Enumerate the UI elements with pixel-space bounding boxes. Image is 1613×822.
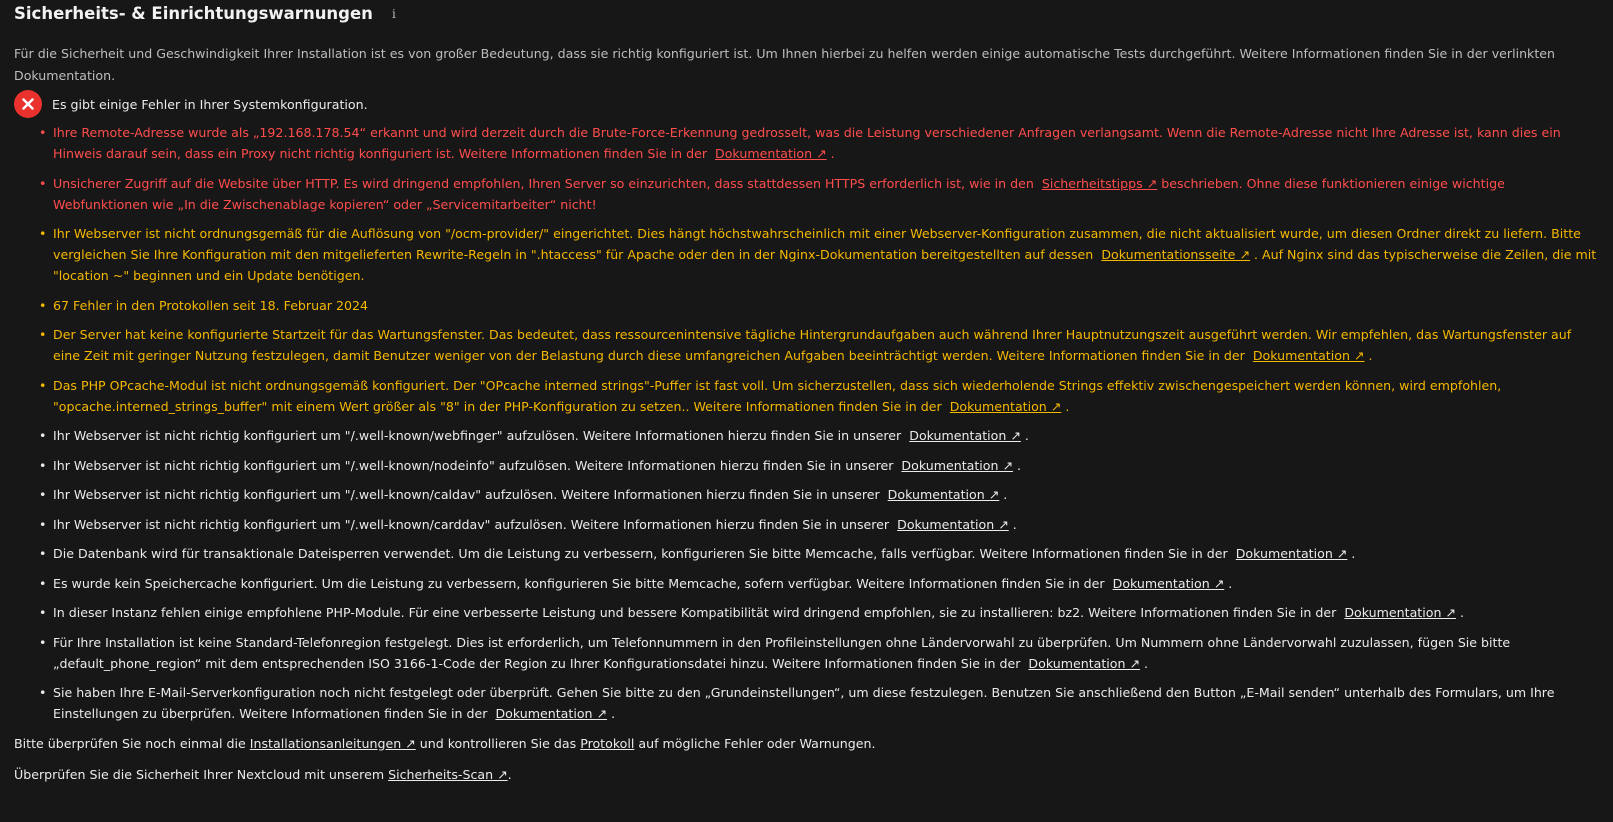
documentation-link[interactable]: Dokumentation ↗: [901, 457, 1014, 473]
warning-item-info: [14, 484, 1599, 505]
warning-text: Der Server hat keine konfigurierte Startzeit für das Wartungsfenster. Das bedeutet, dass ressourcenintensive tägliche Hintergrundaufgaben auch während Ihrer Hauptnutzungszeit ausgeführt werden. Wir empfehlen, das Wartungsfenster auf eine Zeit mit geringer Nutzung festzulegen, damit Benutzer weniger von der Belastung durch diese umfangreichen Aufgaben beeinträchtigt werden. Weitere Informationen finden Sie in der: [53, 327, 1572, 363]
installation-guides-link[interactable]: Installationsanleitungen ↗: [249, 735, 416, 751]
info-icon[interactable]: i: [392, 7, 396, 21]
documentation-link[interactable]: Dokumentation ↗: [887, 487, 1000, 502]
warning-item-info: [14, 514, 1599, 535]
warning-text: Das PHP OPcache-Modul ist nicht ordnungsgemäß konfiguriert. Der "OPcache interned strings"-Puffer ist fast voll. Um sicherzustellen, dass sich wiederholende Strings effektiv zwischengespeichert werden können, wird empfohlen, "opcache.interned_strings_buffer" mit einem Wert größer als "8" in der PHP-Konfiguration zu setzen.. Weitere Informationen finden Sie in der: [53, 377, 1502, 414]
warning-text-after: .: [1013, 457, 1022, 473]
warning-text: Ihre Remote-Adresse wurde als „192.168.178.54“ erkannt und wird derzeit durch die Brute-Force-Erkennung gedrosselt, was die Leistung verschiedener Anfragen verlangsamt. Wenn die Remote-Adresse nicht Ihre Adresse ist, kann dies ein Hinweis darauf sein, dass ein Proxy nicht richtig konfiguriert ist. Weitere Informationen finden Sie in der: [53, 125, 1561, 161]
warning-text-after: .: [999, 487, 1008, 502]
warning-item-error: [14, 173, 1599, 215]
footer-text: Überprüfen Sie die Sicherheit Ihrer Nextcloud mit unserem: [14, 766, 389, 782]
warning-text: Unsicherer Zugriff auf die Website über HTTP. Es wird dringend empfohlen, Ihren Server so einzurichten, dass stattdessen HTTPS erforderlich ist, wie in den: [53, 175, 1034, 191]
footer-text: und kontrollieren Sie das: [415, 735, 581, 751]
warning-item-info: [14, 602, 1599, 623]
log-link[interactable]: Protokoll: [580, 735, 635, 751]
warning-text: Ihr Webserver ist nicht richtig konfiguriert um "/.well-known/carddav" aufzulösen. Weitere Informationen hierzu finden Sie in unserer: [53, 516, 890, 532]
footer-text: Bitte überprüfen Sie noch einmal die: [14, 735, 250, 751]
documentation-link[interactable]: Dokumentation ↗: [949, 398, 1062, 414]
documentation-link[interactable]: Dokumentation ↗: [715, 146, 827, 161]
warning-text: In dieser Instanz fehlen einige empfohlene PHP-Module. Für eine verbesserte Leistung und bessere Kompatibilität wird dringend empfohlen, sie zu installieren: bz2. Weitere Informationen finden Sie in der: [53, 605, 1337, 620]
warning-item-info: [14, 682, 1599, 724]
warning-text-after: .: [607, 706, 616, 721]
documentation-link[interactable]: Dokumentation ↗: [909, 428, 1021, 443]
warning-item-info: [14, 573, 1599, 594]
warnings-list: [14, 122, 1599, 724]
warning-text-after: .: [826, 146, 835, 161]
warning-item-warning: [14, 324, 1599, 366]
warning-text-after: .: [1061, 398, 1070, 414]
warning-item-warning: [14, 375, 1599, 417]
security-scan-link[interactable]: Sicherheits-Scan ↗: [388, 766, 508, 782]
warning-item-info: [14, 455, 1599, 476]
warning-text-after: .: [1364, 348, 1373, 363]
warning-text: Für Ihre Installation ist keine Standard-Telefonregion festgelegt. Dies ist erforderlich, um Telefonnummern in den Profileinstellungen ohne Ländervorwahl zu überprüfen. Um Nummern ohne Ländervorwahl zuzulassen, fügen Sie bitte „default_phone_region“ mit dem entsprechenden ISO 3166-1-Code der Region zu Ihrer Konfigurationsdatei hinzu. Weitere Informationen finden Sie in der: [53, 634, 1511, 671]
warning-text: 67 Fehler in den Protokollen seit 18. Februar 2024: [53, 297, 369, 313]
documentation-link[interactable]: Dokumentation ↗: [495, 706, 608, 721]
warning-text-after: .: [1347, 546, 1356, 561]
documentation-link[interactable]: Dokumentation ↗: [1252, 348, 1365, 363]
status-text: Es gibt einige Fehler in Ihrer Systemkonfiguration.: [52, 96, 368, 112]
warning-item-warning: [14, 223, 1599, 286]
documentation-link[interactable]: Dokumentation ↗: [1028, 655, 1141, 671]
warning-text-after: .: [1455, 605, 1464, 620]
page-title: Sicherheits- & Einrichtungswarnungen: [14, 4, 373, 23]
warning-item-info: [14, 425, 1599, 446]
warning-item-error: [14, 122, 1599, 164]
warning-text: Ihr Webserver ist nicht richtig konfiguriert um "/.well-known/webfinger" aufzulösen. Weitere Informationen hierzu finden Sie in unserer: [53, 428, 902, 443]
warning-text: Ihr Webserver ist nicht ordnungsgemäß für die Auflösung von "/ocm-provider/" eingerichtet. Dies hängt höchstwahrscheinlich mit einer Webserver-Konfiguration zusammen, die nicht aktualisiert wurde, um diesen Ordner direkt zu liefern. Bitte vergleichen Sie Ihre Konfiguration mit den mitgelieferten Rewrite-Regeln in ".htaccess" für Apache oder den in der Nginx-Dokumentation bereitgestellten auf dessen: [53, 226, 1581, 262]
warning-item-info: [14, 632, 1599, 674]
warning-text: Die Datenbank wird für transaktionale Dateisperren verwendet. Um die Leistung zu verbessern, konfigurieren Sie bitte Memcache, falls verfügbar. Weitere Informationen finden Sie in der: [53, 546, 1228, 561]
documentation-link[interactable]: Sicherheitstipps ↗: [1041, 175, 1158, 191]
footer-text: auf mögliche Fehler oder Warnungen.: [634, 735, 876, 751]
status-row: [14, 90, 1599, 118]
warning-text-after: . Auf Nginx sind das typischerweise die Zeilen, die mit "location ~" beginnen und ein Update benötigen.: [53, 247, 1597, 283]
error-x-icon: [14, 90, 42, 118]
warning-item-info: [14, 543, 1599, 564]
warning-text: Es wurde kein Speichercache konfiguriert. Um die Leistung zu verbessern, konfigurieren Sie bitte Memcache, sofern verfügbar. Weitere Informationen finden Sie in der: [53, 575, 1105, 591]
warning-text: Ihr Webserver ist nicht richtig konfiguriert um "/.well-known/nodeinfo" aufzulösen. Weitere Informationen hierzu finden Sie in unserer: [53, 457, 894, 473]
documentation-link[interactable]: Dokumentation ↗: [1344, 605, 1456, 620]
warning-text: Sie haben Ihre E-Mail-Serverkonfiguration noch nicht festgelegt oder überprüft. Gehen Sie bitte zu den „Grundeinstellungen“, um diese festzulegen. Benutzen Sie anschließend den Button „E-Mail senden“ unterhalb des Formulars, um Ihre Einstellungen zu überprüfen. Weitere Informationen finden Sie in der: [53, 685, 1555, 721]
footer-security-scan-hint: [14, 764, 1599, 785]
warning-item-warning: [14, 295, 1599, 316]
warning-text-after: beschrieben. Ohne diese funktionieren einige wichtige Webfunktionen wie „In die Zwischenablage kopieren“ oder „Servicemitarbeiter“ nicht!: [53, 175, 1505, 212]
warning-text-after: .: [1140, 655, 1149, 671]
section-header: [14, 0, 1599, 28]
intro-text: Für die Sicherheit und Geschwindigkeit Ihrer Installation ist es von großer Bedeutung, dass sie richtig konfiguriert ist. Um Ihnen hierbei zu helfen werden einige automatische Tests durchgeführt. Weitere Informationen finden Sie in der verlinkten Dokumentation.: [14, 46, 1556, 83]
warning-text-after: .: [1008, 516, 1017, 532]
warning-text: Ihr Webserver ist nicht richtig konfiguriert um "/.well-known/caldav" aufzulösen. Weitere Informationen hierzu finden Sie in unserer: [53, 487, 880, 502]
documentation-link[interactable]: Dokumentation ↗: [1235, 546, 1348, 561]
documentation-link[interactable]: Dokumentation ↗: [897, 516, 1009, 532]
footer-installation-hint: [14, 733, 1599, 754]
warning-text-after: .: [1020, 428, 1029, 443]
warning-text-after: .: [1224, 575, 1233, 591]
documentation-link[interactable]: Dokumentation ↗: [1112, 575, 1225, 591]
footer-text: .: [507, 766, 512, 782]
documentation-link[interactable]: Dokumentationsseite ↗: [1101, 247, 1250, 262]
